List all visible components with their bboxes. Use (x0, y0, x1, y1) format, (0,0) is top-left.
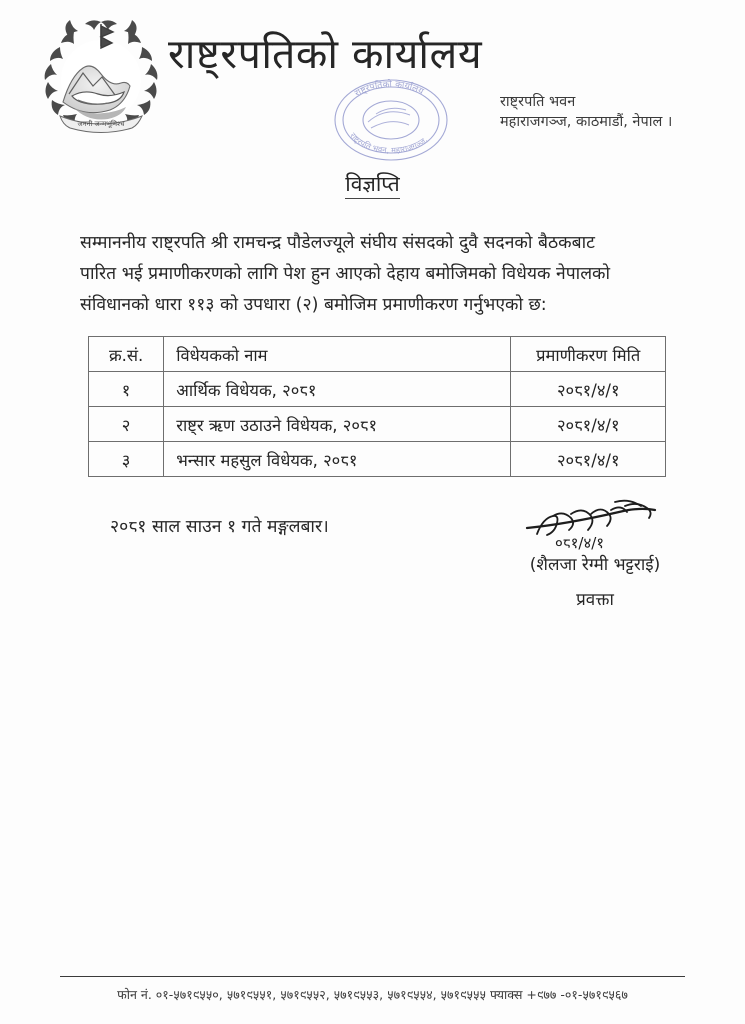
document-header (0, 0, 745, 156)
cell-bill-name: आर्थिक विधेयक, २०८१ (164, 372, 511, 407)
paragraph-line-1: सम्माननीय राष्ट्रपति श्री रामचन्द्र पौडेलज्यूले संघीय संसदको दुवै सदनको बैठकबाट (80, 233, 595, 253)
header-bill-name: विधेयकको नाम (164, 337, 511, 372)
cell-certification-date: २०८१/४/१ (511, 442, 666, 477)
paragraph-line-2: पारित भई प्रमाणीकरणको लागि पेश हुन आएको देहाय बमोजिमको विधेयक नेपालको (80, 264, 611, 284)
cell-certification-date: २०८१/४/१ (511, 372, 666, 407)
handwritten-signature-icon (460, 496, 730, 552)
address-line-1: राष्ट्रपति भवन (500, 94, 576, 110)
paragraph-line-3: संविधानको धारा ११३ को उपधारा (२) बमोजिम प्रमाणीकरण गर्नुभएको छ: (80, 295, 547, 315)
table-row (89, 372, 666, 407)
signer-role: प्रवक्ता (576, 590, 614, 610)
nepal-national-emblem-icon (38, 16, 164, 136)
svg-text:राष्ट्रपतिको कार्यालय: राष्ट्रपतिको कार्यालय (353, 79, 425, 100)
signer-name: (शैलजा रेग्मी भट्टराई) (529, 555, 661, 575)
svg-text:राष्ट्रपति भवन, महाराजगञ्ज,: राष्ट्रपति भवन, महाराजगञ्ज, (348, 131, 430, 156)
office-title: राष्ट्रपतिको कार्यालय (168, 30, 483, 78)
cell-serial-number: ३ (89, 442, 164, 477)
office-round-seal-icon (316, 70, 466, 170)
notice-paragraph (80, 228, 670, 321)
table-row (89, 407, 666, 442)
header-serial-number: क्र.सं. (89, 337, 164, 372)
footer-divider (60, 976, 685, 977)
notice-title-text: विज्ञप्ति (345, 172, 399, 199)
bills-table (88, 336, 666, 477)
footer-contact-info: फोन नं. ०१-५७१९५५०, ५७१९५५१, ५७१९५५२, ५७१९५५३, ५७१९५५४, ५७१९५५५ फ्याक्स +९७७ -०१-५७१९५६७ (117, 987, 628, 1002)
issue-date-line: २०८१ साल साउन १ गते मङ्गलबार। (110, 517, 329, 537)
office-address (500, 92, 672, 132)
notice-title (0, 170, 745, 198)
cell-bill-name: राष्ट्र ऋण उठाउने विधेयक, २०८१ (164, 407, 511, 442)
signature-date-text: ०८१/४/१ (555, 534, 605, 552)
cell-serial-number: १ (89, 372, 164, 407)
header-certification-date: प्रमाणीकरण मिति (511, 337, 666, 372)
address-line-2: महाराजगञ्ज, काठमाडौं, नेपाल । (500, 114, 673, 130)
table-header-row (89, 337, 666, 372)
signature-block (460, 496, 730, 610)
cell-serial-number: २ (89, 407, 164, 442)
table-row (89, 442, 666, 477)
cell-bill-name: भन्सार महसुल विधेयक, २०८१ (164, 442, 511, 477)
svg-text:जननी जन्मभूमिश्च: जननी जन्मभूमिश्च (77, 120, 125, 128)
cell-certification-date: २०८१/४/१ (511, 407, 666, 442)
